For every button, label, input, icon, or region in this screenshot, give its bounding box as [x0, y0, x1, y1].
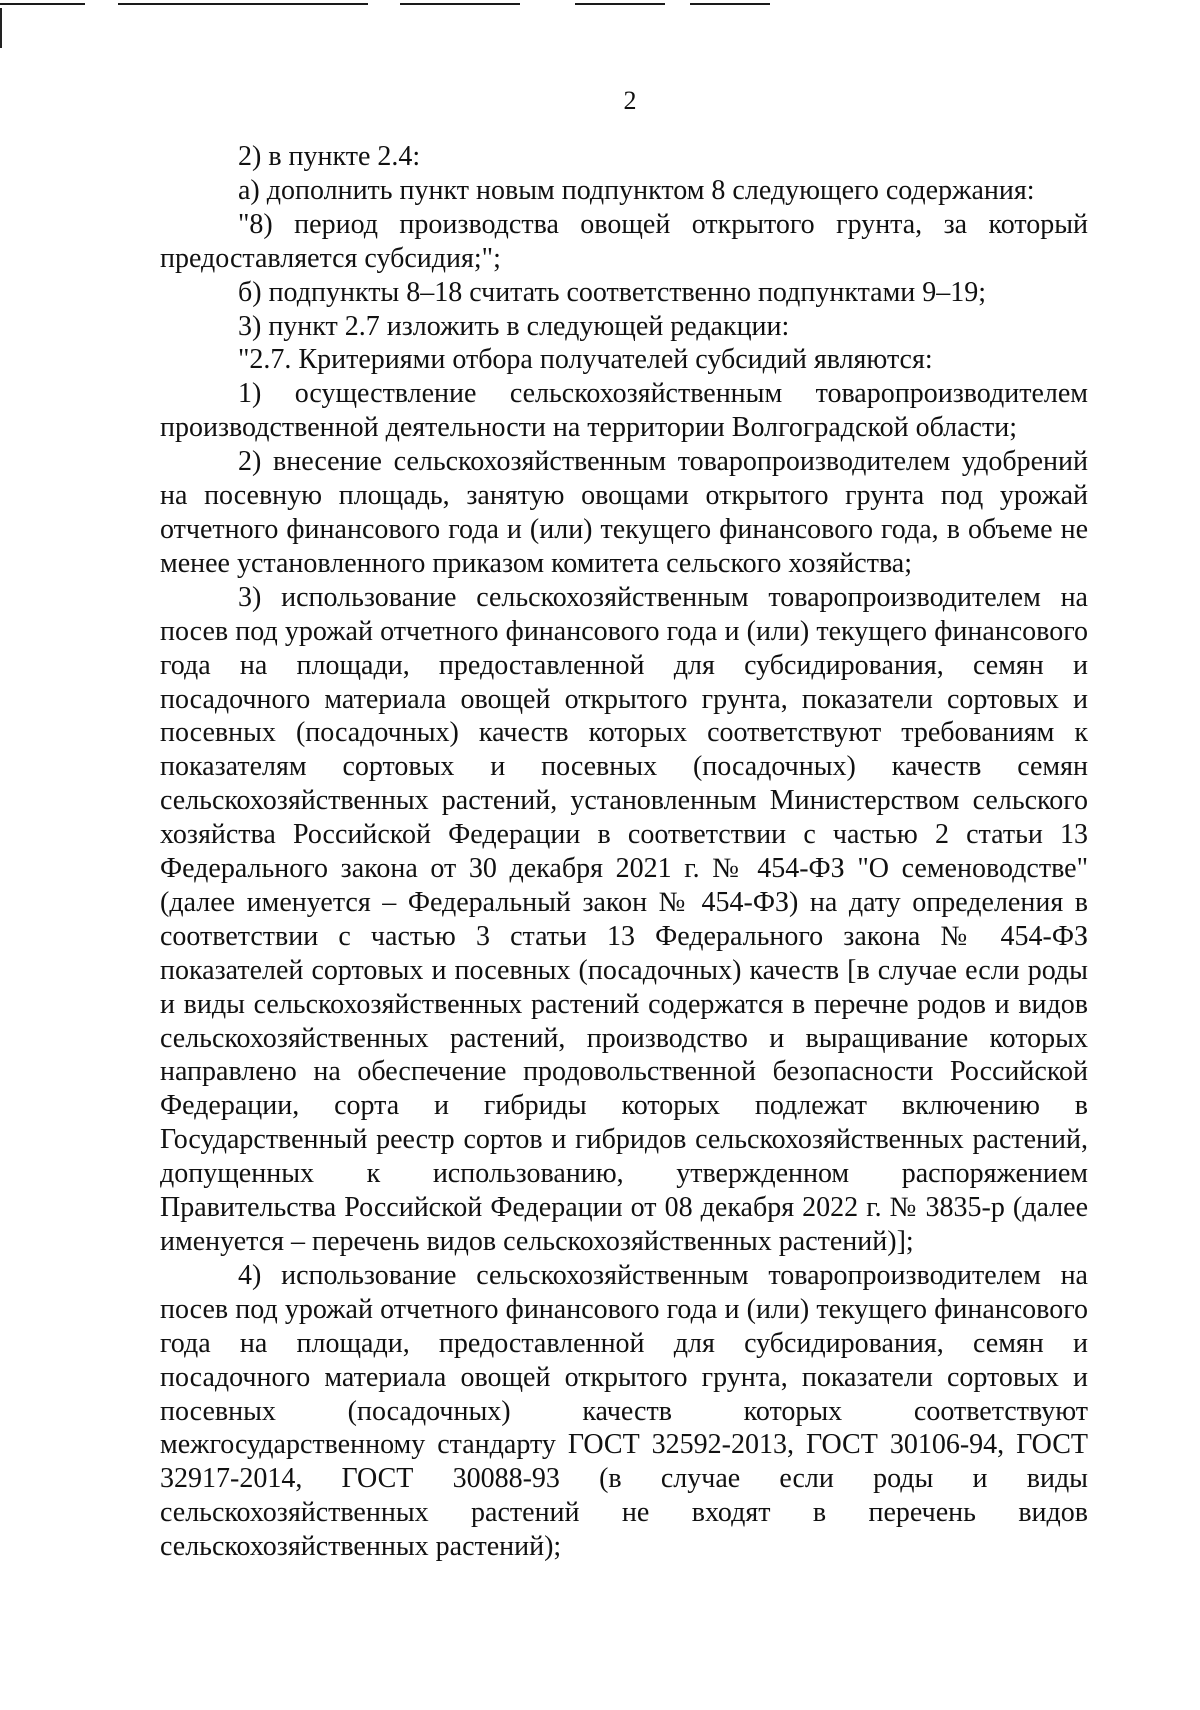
scan-border-left — [0, 8, 2, 48]
paragraph-new-subitem-8: "8) период производства овощей открытого грунта, за который предоставляется субсидия;"; — [160, 208, 1088, 274]
scan-border-top-4 — [575, 3, 665, 5]
paragraph-criterion-4: 4) использование сельскохозяйственным товаропроизводителем на посев под урожай отчетного финансового года и (или) текущего финансового года на площади, предоставленной для субсидирования, семян и посадочного материала овощей открытого грунта, показатели сортовых и посевных (посадочных) качеств которых соответствуют межгосударственному стандарту ГОСТ 32592-2013, ГОСТ 30106-94, ГОСТ 32917-2014, ГОСТ 30088-93 (в случае если роды и виды сельскохозяйственных растений не входят в перечень видов сельскохозяйственных растений); — [160, 1259, 1088, 1563]
scan-border-top-5 — [690, 3, 770, 5]
document-body — [160, 140, 1088, 1564]
paragraph-subitem-a: а) дополнить пункт новым подпунктом 8 следующего содержания: — [238, 174, 1035, 206]
paragraph-criterion-2: 2) внесение сельскохозяйственным товаропроизводителем удобрений на посевную площадь, занятую овощами открытого грунта под урожай отчетного финансового года и (или) текущего финансового года, в объеме не менее установленного приказом комитета сельского хозяйства; — [160, 446, 1088, 579]
paragraph-item-3: 3) пункт 2.7 изложить в следующей редакции: — [238, 310, 790, 342]
paragraph-item-2: 2) в пункте 2.4: — [238, 141, 421, 172]
scan-border-top-1 — [0, 3, 85, 5]
scan-border-top-3 — [400, 3, 520, 5]
page-number: 2 — [623, 86, 637, 115]
paragraph-subitem-b: б) подпункты 8–18 считать соответственно подпунктами 9–19; — [238, 276, 987, 308]
scan-border-top-2 — [118, 3, 368, 5]
paragraph-criteria-heading: "2.7. Критериями отбора получателей субсидий являются: — [238, 344, 933, 376]
paragraph-criterion-3: 3) использование сельскохозяйственным товаропроизводителем на посев под урожай отчетного финансового года и (или) текущего финансового года на площади, предоставленной для субсидирования, семян и посадочного материала овощей открытого грунта, показатели сортовых и посевных (посадочных) качеств которых соответствуют требованиям к показателям сортовых и посевных (посадочных) качеств семян сельскохозяйственных растений, установленным Министерством сельского хозяйства Российской Федерации в соответствии с частью 2 статьи 13 Федерального закона от 30 декабря 2021 г. № 454-ФЗ "О семеноводстве" (далее именуется – Федеральный закон № 454-ФЗ) на дату определения в соответствии с частью 3 статьи 13 Федерального закона № 454-ФЗ показателей сортовых и посевных (посадочных) качеств [в случае если роды и виды сельскохозяйственных растений содержатся в перечне родов и видов сельскохозяйственных растений, производство и выращивание которых направлено на обеспечение продовольственной безопасности Российской Федерации, сорта и гибриды которых подлежат включению в Государственный реестр сортов и гибридов сельскохозяйственных растений, допущенных к использованию, утвержденном распоряжением Правительства Российской Федерации от 08 декабря 2022 г. № 3835-р (далее именуется – перечень видов сельскохозяйственных растений)]; — [160, 581, 1088, 1257]
paragraph-criterion-1: 1) осуществление сельскохозяйственным товаропроизводителем производственной деятельности на территории Волгоградской области; — [160, 378, 1088, 444]
